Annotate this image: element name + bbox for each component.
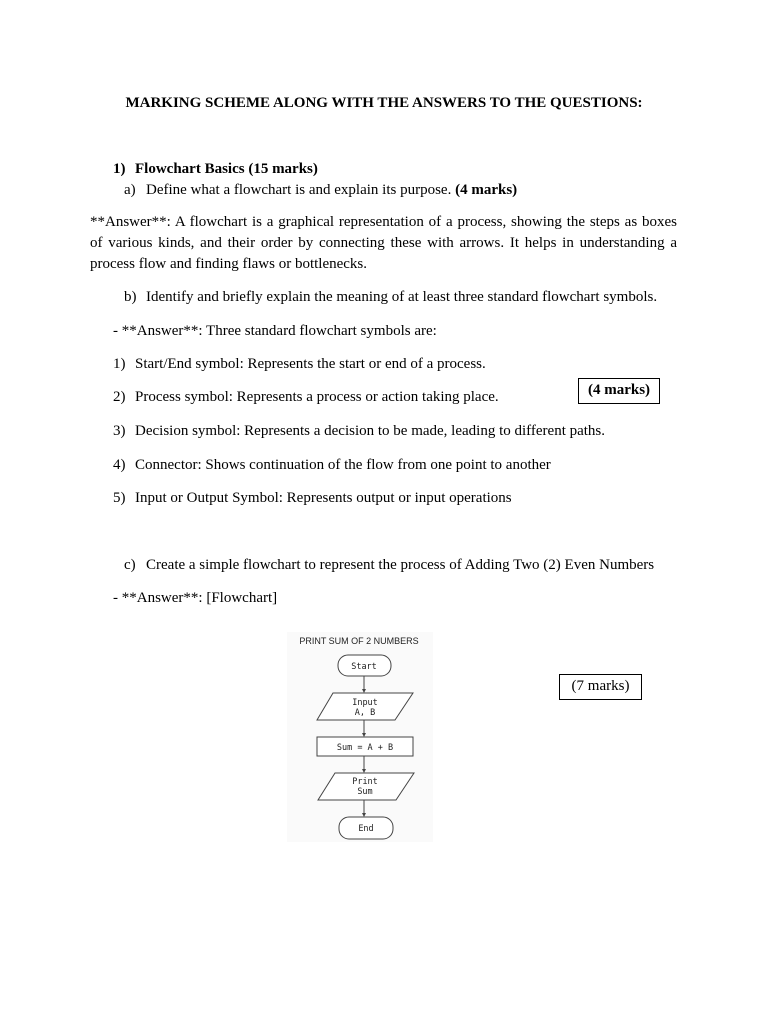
arrowhead: [362, 689, 366, 693]
question-1b: [124, 288, 657, 306]
list-text: Process symbol: Represents a process or action taking place.: [135, 389, 499, 405]
list-number: 1): [113, 356, 126, 372]
print-label-line2: Sum: [357, 787, 373, 797]
flowchart-title: PRINT SUM OF 2 NUMBERS: [299, 636, 419, 646]
part-letter: b): [124, 289, 137, 305]
arrowhead: [362, 813, 366, 817]
list-text: Start/End symbol: Represents the start or end of a process.: [135, 356, 486, 372]
end-label: End: [358, 824, 374, 834]
list-text: Connector: Shows continuation of the flow from one point to another: [135, 457, 551, 473]
list-item: [113, 489, 512, 507]
start-label: Start: [351, 662, 377, 672]
marks-label: (4 marks): [455, 182, 518, 198]
list-item: [113, 388, 499, 406]
arrowhead: [362, 769, 366, 773]
question-1-heading: [113, 160, 318, 178]
part-text: Create a simple flowchart to represent the process of Adding Two (2) Even Numbers: [146, 557, 655, 573]
part-letter: a): [124, 182, 136, 198]
list-item: [113, 355, 486, 373]
process-label: Sum = A + B: [336, 743, 394, 753]
question-title: Flowchart Basics (15 marks): [135, 161, 318, 177]
part-letter: c): [124, 557, 136, 573]
input-label-line1: Input: [352, 698, 378, 708]
arrowhead: [362, 733, 366, 737]
list-number: 3): [113, 423, 126, 439]
list-number: 2): [113, 389, 126, 405]
list-number: 4): [113, 457, 126, 473]
flowchart-diagram: [287, 632, 433, 842]
marks-box-1b: (4 marks): [578, 378, 660, 404]
list-number: 5): [113, 490, 126, 506]
marks-box-1c: (7 marks): [559, 674, 642, 700]
question-1c: [124, 556, 654, 574]
answer-1b-intro: - **Answer**: Three standard flowchart symbols are:: [113, 323, 437, 339]
question-1a: [124, 181, 517, 199]
list-item: [113, 422, 605, 440]
question-number: 1): [113, 161, 126, 177]
input-label-line2: A, B: [354, 708, 376, 718]
flowchart-image: [287, 632, 433, 842]
answer-1c: - **Answer**: [Flowchart]: [113, 590, 278, 606]
print-label-line1: Print: [352, 777, 378, 787]
part-text: Identify and briefly explain the meaning of at least three standard flowchart symbols.: [146, 289, 658, 305]
list-text: Decision symbol: Represents a decision to be made, leading to different paths.: [135, 423, 606, 439]
list-text: Input or Output Symbol: Represents output or input operations: [135, 490, 512, 506]
page-title: MARKING SCHEME ALONG WITH THE ANSWERS TO THE QUESTIONS:: [125, 95, 643, 111]
list-item: [113, 456, 551, 474]
part-text: Define what a flowchart is and explain its purpose.: [146, 182, 452, 198]
answer-1a: **Answer**: A flowchart is a graphical representation of a process, showing the steps as boxes of various kinds, and their order by connecting these with arrows. It helps in understanding a process flow and finding flaws or bottlenecks.: [90, 214, 677, 272]
